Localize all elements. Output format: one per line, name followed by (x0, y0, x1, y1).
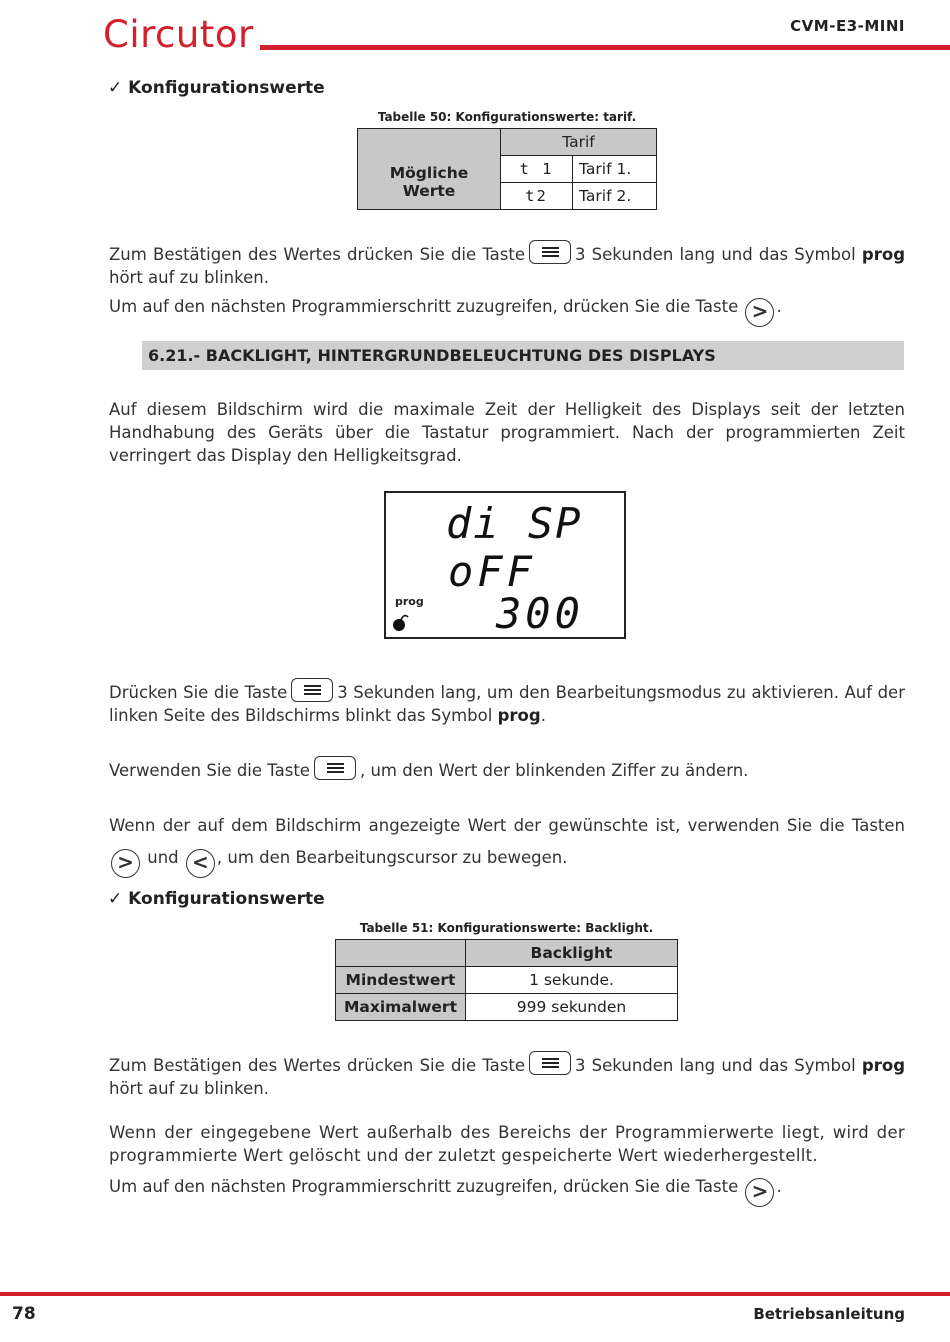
paragraph-edit-mode: Drücken Sie die Taste 3 Sekunden lang, um den Bearbeitungsmodus zu aktivieren. Auf der linken Seite des Bildschirms blinkt das Symbol prog. (109, 678, 905, 727)
paragraph-intro: Auf diesem Bildschirm wird die maximale Zeit der Helligkeit des Displays seit der letzten Handhabung des Geräts über die Tastatur programmiert. Nach der programmierten Zeit verringert das Display den Helligkeitsgrad. (109, 400, 905, 465)
left-arrow-key-icon: < (186, 849, 215, 878)
config-heading-2: ✓ Konfigurationswerte (108, 889, 325, 909)
tarif-table (357, 128, 657, 210)
lcd-line-2: oFF (448, 547, 536, 596)
paragraph-change-digit: Verwenden Sie die Taste , um den Wert der blinkenden Ziffer zu ändern. (109, 756, 905, 782)
backlight-col-header: Backlight (466, 940, 678, 967)
table-51-caption: Tabelle 51: Konfigurationswerte: Backlight. (359, 921, 654, 935)
model-label: CVM-E3-MINI (790, 17, 905, 35)
checkmark-icon: ✓ (108, 78, 123, 98)
menu-key-icon (314, 756, 356, 780)
lcd-line-3: 300 (496, 589, 584, 638)
paragraph-next-step-1: Um auf den nächsten Programmierschritt zuzugreifen, drücken Sie die Taste > . (109, 295, 905, 327)
config-heading-1: ✓ Konfigurationswerte (108, 78, 325, 98)
tarif-row-header: Mögliche Werte (358, 156, 501, 210)
tarif-table-corner (358, 129, 501, 156)
right-arrow-key-icon: > (111, 849, 140, 878)
footer-title: Betriebsanleitung (753, 1305, 905, 1323)
paragraph-out-of-range: Wenn der eingegebene Wert außerhalb des Bereichs der Programmierwerte liegt, wird der programmierte Wert gelöscht und der zuletzt gespeicherte Wert wiederhergestellt. (109, 1123, 905, 1165)
tarif-code-1: t 1 (501, 156, 573, 183)
lcd-line-1: di SP (446, 499, 583, 548)
paragraph-confirm-2: Zum Bestätigen des Wertes drücken Sie die Taste 3 Sekunden lang und das Symbol prog hört auf zu blinken. (109, 1051, 905, 1100)
page-number: 78 (12, 1304, 36, 1324)
backlight-row-min-label: Mindestwert (336, 967, 466, 994)
right-arrow-key-icon: > (745, 298, 774, 327)
lcd-prog-label: prog (395, 595, 424, 608)
tarif-value-1: Tarif 1. (573, 156, 657, 183)
paragraph-move-cursor: Wenn der auf dem Bildschirm angezeigte Wert der gewünschte ist, verwenden Sie die Tasten > und < , um den Bearbeitungscursor zu bewegen. (109, 810, 905, 878)
tarif-col-header: Tarif (501, 129, 657, 156)
backlight-row-min-value: 1 sekunde. (466, 967, 678, 994)
menu-key-icon (291, 678, 333, 702)
backlight-row-max-label: Maximalwert (336, 994, 466, 1021)
header-divider (260, 45, 950, 50)
table-50-caption: Tabelle 50: Konfigurationswerte: tarif. (377, 110, 637, 124)
menu-key-icon (529, 240, 571, 264)
paragraph-next-step-2: Um auf den nächsten Programmierschritt zuzugreifen, drücken Sie die Taste > . (109, 1175, 905, 1207)
paragraph-confirm-1: Zum Bestätigen des Wertes drücken Sie die Taste 3 Sekunden lang und das Symbol prog hört auf zu blinken. (109, 240, 905, 289)
section-title: 6.21.- BACKLIGHT, HINTERGRUNDBELEUCHTUNG DES DISPLAYS (148, 346, 716, 365)
tarif-code-2: t2 (501, 183, 573, 210)
tarif-value-2: Tarif 2. (573, 183, 657, 210)
footer-divider (0, 1292, 950, 1296)
right-arrow-key-icon: > (745, 1178, 774, 1207)
lcd-display (384, 491, 626, 639)
backlight-table-corner (336, 940, 466, 967)
menu-key-icon (529, 1051, 571, 1075)
unlock-icon (392, 611, 412, 633)
checkmark-icon: ✓ (108, 889, 123, 909)
backlight-table (335, 939, 678, 1021)
backlight-row-max-value: 999 sekunden (466, 994, 678, 1021)
circutor-logo: Circutor (103, 13, 254, 56)
